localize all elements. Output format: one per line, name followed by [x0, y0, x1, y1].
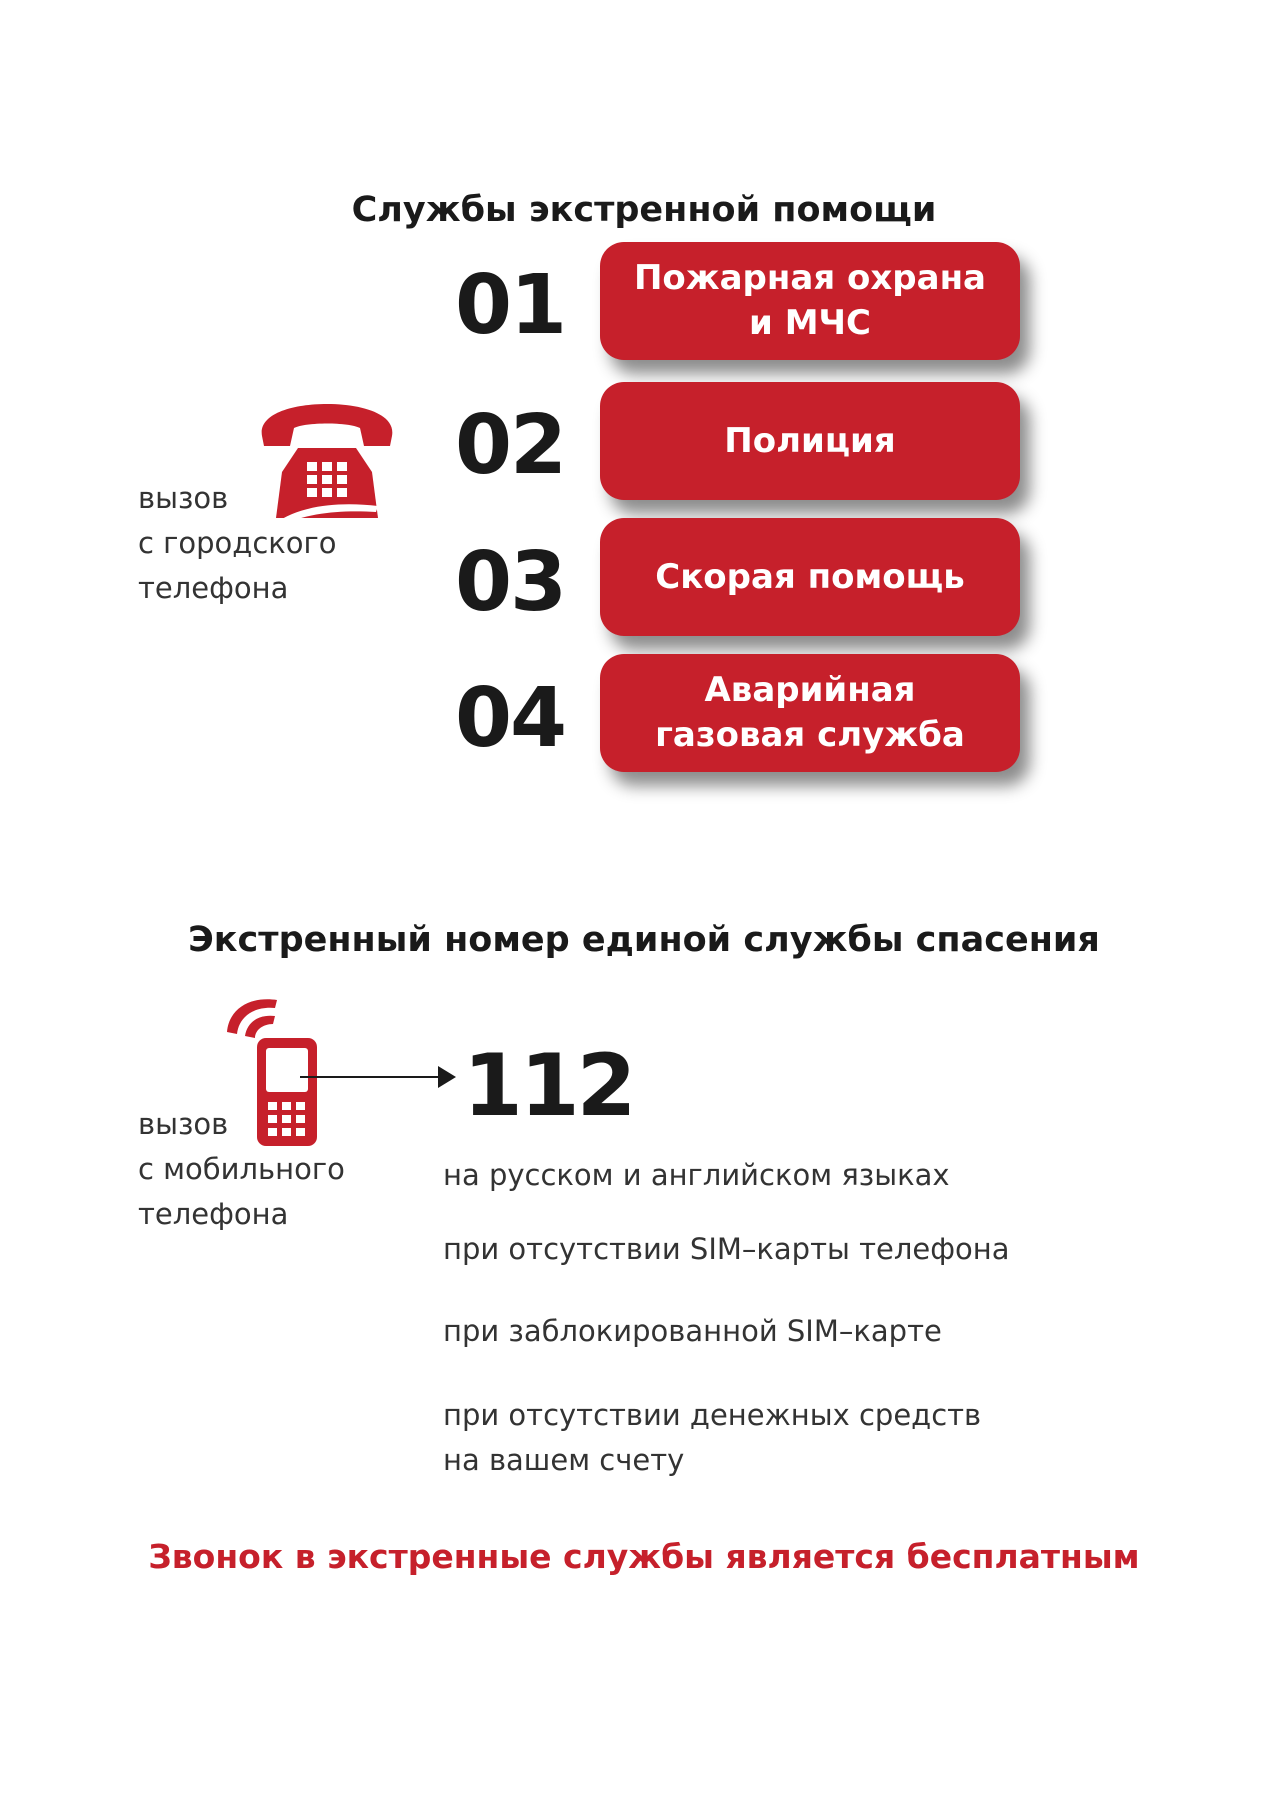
mobile-caption: [138, 1102, 345, 1237]
services-title: Службы экстренной помощи: [351, 190, 937, 230]
service-number-02: 02: [455, 398, 566, 493]
service-card-label: [706, 419, 913, 464]
landline-caption-line: вызов: [138, 481, 229, 515]
feature-item-line: на вашем счету: [443, 1443, 685, 1477]
feature-item: [443, 1309, 942, 1354]
landline-caption: [138, 476, 337, 611]
service-card-label-line: Аварийная: [704, 670, 916, 710]
service-card-ambulance: [600, 518, 1020, 636]
service-card-label-line: газовая служба: [655, 715, 965, 755]
landline-caption-line: с городского: [138, 526, 337, 560]
service-card-police: [600, 382, 1020, 500]
service-number-03: 03: [455, 535, 566, 630]
service-card-label: [637, 555, 982, 600]
service-card-label: [637, 668, 983, 758]
service-number-04: 04: [455, 671, 566, 766]
landline-caption-line: телефона: [138, 571, 289, 605]
service-number-01: 01: [455, 258, 566, 353]
service-card-gas: [600, 654, 1020, 772]
mobile-caption-line: телефона: [138, 1197, 289, 1231]
service-card-label-line: и МЧС: [749, 303, 871, 343]
service-card-label: [616, 256, 1004, 346]
feature-item: [443, 1153, 950, 1198]
unified-number-title: Экстренный номер единой службы спасения: [188, 920, 1100, 960]
feature-item-line: при отсутствии SIM–карты телефона: [443, 1232, 1010, 1266]
mobile-caption-line: вызов: [138, 1107, 229, 1141]
mobile-caption-line: с мобильного: [138, 1152, 345, 1186]
emergency-number-112: 112: [463, 1036, 634, 1136]
service-card-label-line: Пожарная охрана: [633, 258, 987, 298]
service-card-label-line: Скорая помощь: [655, 556, 965, 597]
feature-item-line: на русском и английском языках: [443, 1158, 950, 1192]
feature-item-line: при отсутствии денежных средств: [443, 1398, 982, 1432]
free-call-note: Звонок в экстренные службы является бесплатным: [148, 1537, 1140, 1576]
service-card-fire: [600, 242, 1020, 360]
arrow-right-icon: [300, 1062, 460, 1092]
feature-item: [443, 1227, 1009, 1272]
service-card-label-line: Полиция: [724, 420, 896, 461]
feature-item: [443, 1393, 981, 1483]
feature-item-line: при заблокированной SIM–карте: [443, 1314, 942, 1348]
